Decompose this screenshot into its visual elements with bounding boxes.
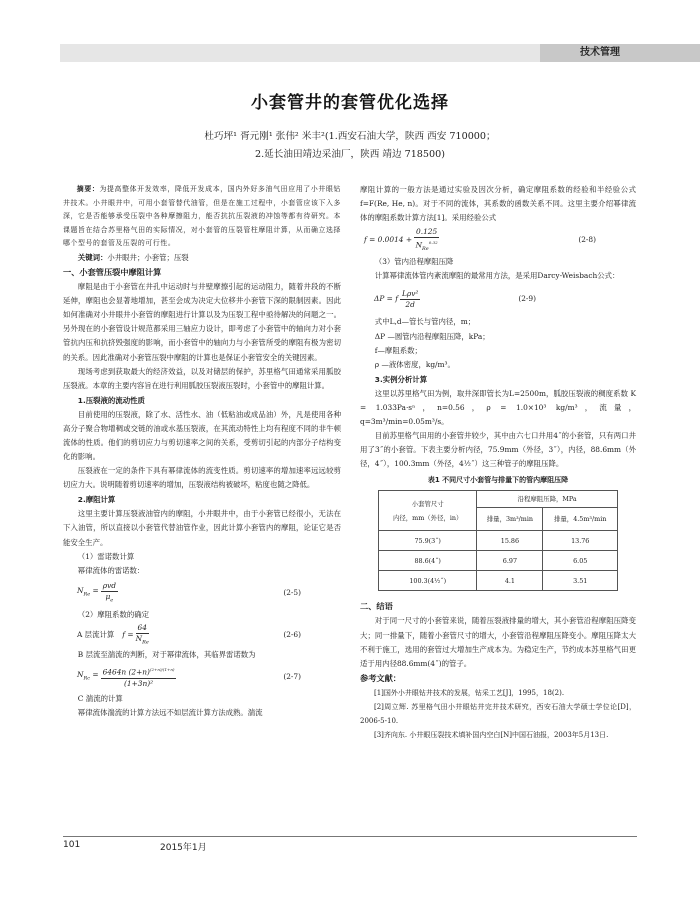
equation-number: (2-9) <box>518 294 536 304</box>
equation-number: (2-8) <box>578 235 596 245</box>
subsection-heading: 3.实例分析计算 <box>374 374 428 384</box>
page-number: 101 <box>63 840 81 850</box>
equation-number: (2-5) <box>283 587 301 597</box>
paragraph: （2）摩阻系数的确定 <box>77 609 150 619</box>
table-header-size <box>379 491 477 531</box>
subsection-heading: （3）管内沿程摩阻压降 <box>374 257 454 267</box>
paragraph: 计算幂律流体管内紊流摩阻的最常用方法，是采用Darcy-Weisbach公式： <box>374 271 620 281</box>
right-column <box>360 183 636 742</box>
laminar-label: A 层流计算 <box>77 629 115 639</box>
paragraph: 对于同一尺寸的小套管来说，随着压裂液排量的增大，其小套管沿程摩阻压降变大；同一排量下，随着小套管尺寸的增大，小套管沿程摩阻压降变小。摩阻压降太大不利于施工，选用的套管过大增加生产成本为。为稳定生产，节约成本苏里格气田更适于用内径88.6mm(4˝)的管子。 <box>360 616 636 668</box>
table-cell-size: 100.3(4½˝) <box>379 571 477 591</box>
equation-2-5: $N_{Re}$ = $\frac{\text{ρvd}}{\mu_e}$ (2-5) <box>77 580 301 604</box>
subsection-heading: 1.压裂液的流动性质 <box>77 395 145 405</box>
paragraph: 目前苏里格气田用的小套管井较少，其中由六七口井用4˝的小套管，只有两口井用了3˝的小套管。下表主要分析内径，75.9mm（外径，3˝），内径，88.6mm（外径，4˝），100.3mm（外径，4½˝）这三种管子的摩阻压降。 <box>360 431 636 469</box>
definition: f—摩阻系数； <box>374 345 422 355</box>
table-cell-size: 75.9(3˝) <box>379 531 477 551</box>
paragraph: C 湍流的计算 <box>77 694 123 704</box>
references-list <box>360 686 636 742</box>
definition: ρ —液体密度，kg/m³。 <box>374 359 455 369</box>
equation-2-8: f = 0.0014 + $\frac{0.125}{N_{Re}^{0.32}}$ (2-8) <box>364 226 596 252</box>
paragraph: 现场考虑到获取最大的经济效益，以及对储层的保护，苏里格气田通常采用胍胶压裂液。本章的主要内容旨在进行利用胍胶压裂液压裂时，小套管中的摩阻计算。 <box>63 366 341 390</box>
paragraph: B 层流至湍流的判断，对于幂律流体，其临界雷诺数为 <box>77 649 256 659</box>
paragraph: 压裂液在一定的条件下具有幂律流体的流变性质。剪切速率的增加速率远远较剪切应力大。说明随着剪切速率的增加，压裂液结构被破坏，粘度也随之降低。 <box>63 466 341 490</box>
table-cell-v2: 6.05 <box>543 551 618 571</box>
table-cell-v2: 3.51 <box>543 571 618 591</box>
authors-line-2: 2.延长油田靖边采油厂，陕西 靖边 718500) <box>255 149 445 160</box>
definition: ΔP —圆管内沿程摩阻压降，kPa； <box>374 331 490 341</box>
keywords-text: 小井眼井；小套管；压裂 <box>107 252 189 262</box>
reference-item: [3]齐向东. 小井眼压裂技术填补国内空白[N]中国石油报，2003年5月13日. <box>374 730 609 739</box>
table-caption: 表1 不同尺寸小套管与排量下的管内摩阻压降 <box>427 476 569 485</box>
paragraph: 摩阻计算的一般方法是通过实验及因次分析，确定摩阻系数的经验和半经验公式f=F(Re, He, n)。对于不同的流体，其系数的函数关系不同。这里主要介绍幂律流体的摩阻系数计算方法[1]。采用经验公式 <box>360 185 636 223</box>
abstract-label: 摘要： <box>76 185 100 193</box>
table-cell-size: 88.6(4˝) <box>379 551 477 571</box>
section-1-heading: 一、小套管压裂中摩阻计算 <box>63 267 162 278</box>
left-column <box>63 183 341 720</box>
table-header-col2: 排量，4.5m³/min <box>543 508 618 531</box>
equation-number: (2-6) <box>283 629 301 639</box>
table-row <box>379 531 618 551</box>
table-cell-v1: 6.97 <box>477 551 543 571</box>
abstract-text: 为提高整体开发效率，降低开发成本，国内外好多油气田应用了小井眼钻井技术。小井眼井中，可用小套管替代油管，但是在施工过程中，小套管应该下入多深，它是否能够承受压裂中各种摩擦阻力，能否抗抗压裂液的冲蚀等都有待研究。本课题旨在结合苏里格气田的实际情况，对小套管的压裂管柱摩阻计算，从而确立选择哪个型号的套管及压裂的可行性。 <box>63 185 341 248</box>
paragraph: 幂律流体的雷诺数： <box>77 565 145 575</box>
equation-number: (2-7) <box>283 671 301 681</box>
table-row <box>379 571 618 591</box>
equation-2-9: ΔP = f $\frac{\text{Lρv²}}{2d}$ (2-9) <box>374 288 536 309</box>
article-title: 小套管井的套管优化选择 <box>251 93 449 113</box>
reference-item: [1]国外小井眼钻井技术的发展，钻采工艺[J]，1995，18(2). <box>374 688 565 697</box>
table-cell-v1: 15.86 <box>477 531 543 551</box>
table-header-col1: 排量，3m³/min <box>477 508 543 531</box>
table-cell-v1: 4.1 <box>477 571 543 591</box>
paragraph: （1）雷诺数计算 <box>77 551 135 561</box>
definition: 式中L,d—管长与管内径，m； <box>374 317 476 327</box>
subsection-heading: 2.摩阻计算 <box>77 495 116 505</box>
paragraph: 目前使用的压裂液，除了水、活性水、油（低粘油或成品油）外，凡是使用各种高分子聚合物增稠或交链的油或水基压裂液，在其流动特性上均有程度不同的非牛顿流体的性质。他们的剪切应力与剪切速率之间的关系，受剪切引起的内部分子结构变化的影响。 <box>63 409 341 462</box>
table-header-size-line1: 小套管尺寸 <box>411 499 444 508</box>
table-row <box>379 551 618 571</box>
paragraph: 摩阻是由于小套管在井孔中运动时与井壁摩擦引起的运动阻力，随着井段的不断延伸，摩阻也会显著地增加，甚至会成为决定大位移井小套管下深的限制因素。因此如何准确对小井眼井小套管的摩阻进行计算以及为压裂工程中亟待解决的问题之一。另外现在的小套管设计规范都采用三轴应力设计，即考虑了小套管中的轴向力对小套管抗内压和抗挤毁强度的影响，而小套管中的轴向力与小套管所受的摩阻有极为密切的关系。因此准确对小套管压裂中摩阻的计算也是保证小套管安全的关键因素。 <box>63 282 341 362</box>
equation-2-6: A 层流计算 f = $\frac{64}{N_{Re}}$ (2-6) <box>63 622 341 648</box>
table-cell-v2: 13.76 <box>543 531 618 551</box>
authors-line-1: 杜巧坪¹ 胥元刚¹ 张伟² 米丰²(1.西安石油大学，陕西 西安 710000； <box>204 131 496 142</box>
pressure-drop-table <box>378 490 618 591</box>
abstract <box>63 183 341 251</box>
issue-date: 2015年1月 <box>160 843 207 853</box>
keywords <box>63 251 341 265</box>
paragraph: 这里以苏里格气田为例，取井深即管长为L=2500m，胍胶压裂液的稠度系数 K = 1.033Pa·sⁿ，n=0.56，ρ = 1.0×10³ kg/m³，流量，q=3m³/min=0.05m³/s。 <box>360 388 636 427</box>
equation-2-7: $N_{Rc}$ = $\frac{6464n (2+n)^{(2+n)/(1+n)}}{\text{(1+3n)²}}$ (2-7) <box>77 667 301 688</box>
references-heading: 参考文献： <box>360 672 401 683</box>
section-tag: 技术管理 <box>580 47 620 58</box>
section-2-heading: 二、结语 <box>360 601 393 612</box>
paragraph: 这里主要计算压裂液油管内的摩阻，小井眼井中，由于小套管已经很小，无法在下入油管，所以直接以小套管代替油管作业，因此计算小套管内的摩阻，论证它是否能安全生产。 <box>63 509 341 547</box>
table-header-size-line2: 内径，mm（外径，in） <box>393 513 463 522</box>
table-header-group: 沿程摩阻压降，MPa <box>477 491 618 508</box>
keywords-label: 关键词： <box>77 252 108 262</box>
footer-rule <box>63 836 637 837</box>
paragraph: 幂律流体湍流的计算方法远不如层流计算方法成熟。湍流 <box>77 708 263 718</box>
reference-item: [2]周立辉. 苏里格气田小井眼钻井完井技术研究，西安石油大学硕士学位论[D]，2006-5-10. <box>360 702 636 725</box>
authors <box>80 128 620 164</box>
